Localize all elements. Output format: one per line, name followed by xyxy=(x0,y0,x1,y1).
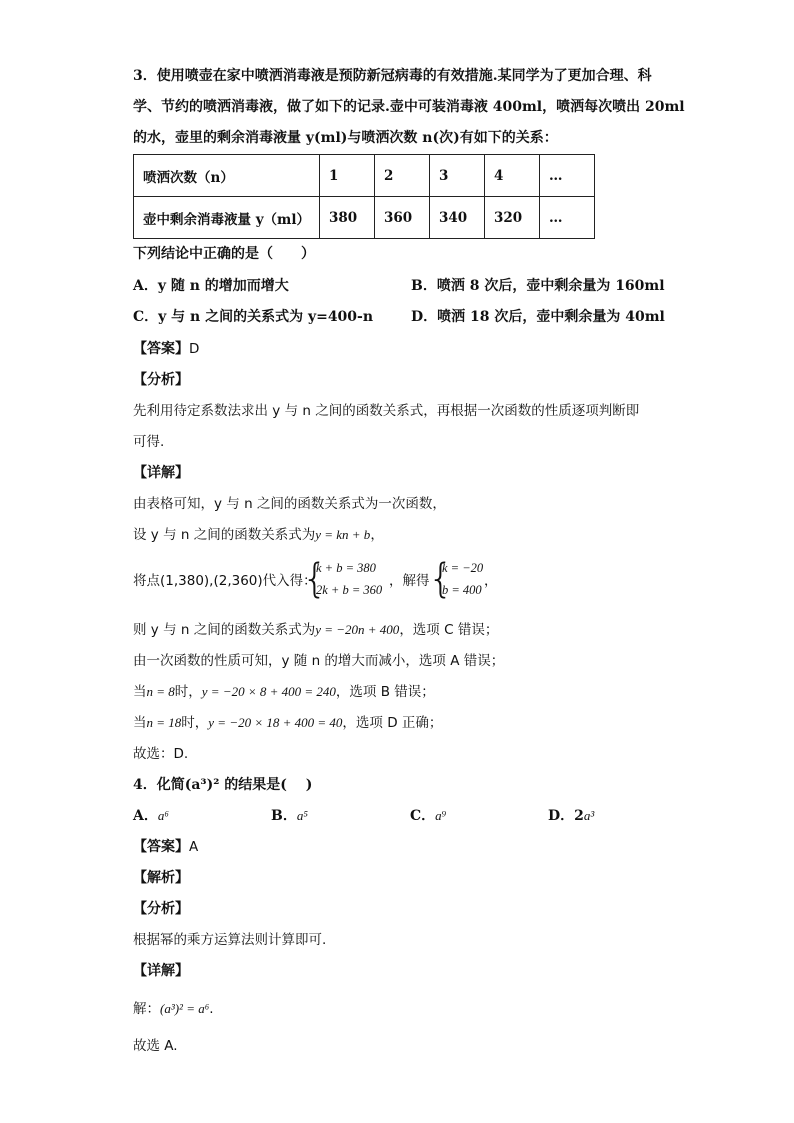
table-cell: 380 xyxy=(319,197,374,239)
table-cell: … xyxy=(539,155,594,197)
q3-stem-line-1: 3．使用喷壶在家中喷洒消毒液是预防新冠病毒的有效措施.某同学为了更加合理、科 xyxy=(133,68,652,84)
option-value: a⁹ xyxy=(435,808,447,823)
q3-detail-line-7 xyxy=(133,713,442,733)
detail-text: 当 xyxy=(133,684,147,700)
q4-option-b xyxy=(271,806,308,826)
formula: n = 18 xyxy=(146,715,182,730)
table-cell: 喷洒次数（n） xyxy=(134,155,320,197)
formula: (a³)² = a⁶ xyxy=(160,1001,210,1016)
q4-solution-line xyxy=(133,999,214,1019)
option-value: a³ xyxy=(583,808,595,823)
q4-jiexi-tag: 【解析】 xyxy=(133,870,189,886)
detail-text: 当 xyxy=(133,715,147,731)
answer-tag: 【答案】 xyxy=(133,839,189,855)
formula: y = −20n + 400 xyxy=(315,622,400,637)
q3-option-b: B．喷洒 8 次后，壶中剩余量为 160ml xyxy=(411,278,665,294)
q3-detail-line-6 xyxy=(133,682,435,702)
q4-answer-line xyxy=(133,837,198,857)
q4-option-c xyxy=(410,806,446,826)
q4-stem: 4．化简(a³)² 的结果是( ) xyxy=(133,777,313,793)
q3-detail-tag: 【详解】 xyxy=(133,465,189,481)
detail-text: ， xyxy=(484,573,498,589)
q3-detail-line-5: 由一次函数的性质可知，y 随 n 的增大而减小，选项 A 错误； xyxy=(133,653,505,669)
q3-detail-line-3-text: 将点(1,380),(2,360)代入得： xyxy=(133,573,317,589)
q3-option-a: A．y 随 n 的增加而增大 xyxy=(133,278,289,294)
detail-text: . xyxy=(209,1001,214,1017)
formula: y = kn + b xyxy=(315,527,371,542)
q4-detail-tag: 【详解】 xyxy=(133,963,189,979)
table-cell: … xyxy=(539,197,594,239)
option-value: a⁶ xyxy=(157,808,169,823)
option-label: C． xyxy=(410,808,436,824)
detail-text: 设 y 与 n 之间的函数关系式为 xyxy=(133,527,316,543)
table-row xyxy=(134,155,595,197)
q3-detail-line-8: 故选：D. xyxy=(133,746,189,762)
option-label: A． xyxy=(133,808,158,824)
q3-stem-line-2: 学、节约的喷洒消毒液，做了如下的记录.壶中可装消毒液 400ml，喷洒每次喷出 20ml xyxy=(133,99,685,115)
q3-analysis-tag: 【分析】 xyxy=(133,372,189,388)
table-cell: 3 xyxy=(429,155,484,197)
detail-text: ，解得 xyxy=(389,573,430,589)
detail-text: 则 y 与 n 之间的函数关系式为 xyxy=(133,622,316,638)
answer-value: D xyxy=(189,341,200,357)
q4-option-d xyxy=(548,806,594,826)
table-cell: 360 xyxy=(374,197,429,239)
system-eq-1: k + b = 380 xyxy=(316,561,376,575)
q3-detail-line-1: 由表格可知，y 与 n 之间的函数关系式为一次函数， xyxy=(133,496,446,512)
q3-option-d: D．喷洒 18 次后，壶中剩余量为 40ml xyxy=(411,309,665,325)
table-cell: 4 xyxy=(484,155,539,197)
q4-option-a xyxy=(133,806,169,826)
q3-question: 下列结论中正确的是（ ） xyxy=(133,246,315,262)
q3-detail-line-4 xyxy=(133,620,498,640)
solution-eq-2: b = 400 xyxy=(442,583,482,597)
q3-answer-line xyxy=(133,339,199,359)
formula: y = −20 × 18 + 400 = 40 xyxy=(208,715,343,730)
detail-text: ，选项 D 正确； xyxy=(342,715,443,731)
left-brace-icon: { xyxy=(428,556,454,602)
table-cell: 320 xyxy=(484,197,539,239)
q4-conclusion: 故选 A. xyxy=(133,1038,178,1054)
detail-text: ，选项 C 错误； xyxy=(399,622,499,638)
table-cell: 壶中剩余消毒液量 y（ml） xyxy=(134,197,320,239)
answer-tag: 【答案】 xyxy=(133,341,189,357)
left-brace-icon: { xyxy=(302,556,328,602)
q3-analysis-line-1: 先利用待定系数法求出 y 与 n 之间的函数关系式，再根据一次函数的性质逐项判断即 xyxy=(133,403,640,419)
q3-analysis-line-2: 可得. xyxy=(133,434,165,450)
detail-text: 时， xyxy=(174,684,202,700)
detail-text: 解： xyxy=(133,1001,160,1017)
system-eq-2: 2k + b = 360 xyxy=(316,583,383,597)
q3-option-c: C．y 与 n 之间的关系式为 y=400-n xyxy=(133,309,374,325)
detail-text: ， xyxy=(370,527,384,543)
q3-data-table xyxy=(133,154,595,239)
answer-value: A xyxy=(189,839,199,855)
solution-eq-1: k = −20 xyxy=(442,561,484,575)
table-cell: 340 xyxy=(429,197,484,239)
q4-analysis-text: 根据幂的乘方运算法则计算即可. xyxy=(133,932,327,948)
option-label: B． xyxy=(271,808,297,824)
table-row xyxy=(134,197,595,239)
formula: n = 8 xyxy=(146,684,175,699)
option-label: D．2 xyxy=(548,808,584,824)
q3-stem-line-3: 的水，壶里的剩余消毒液量 y(ml)与喷洒次数 n(次)有如下的关系： xyxy=(133,130,558,146)
table-cell: 1 xyxy=(319,155,374,197)
detail-text: ，选项 B 错误； xyxy=(335,684,435,700)
q4-analysis-tag: 【分析】 xyxy=(133,901,189,917)
q3-detail-line-2 xyxy=(133,525,384,545)
table-cell: 2 xyxy=(374,155,429,197)
detail-text: 时， xyxy=(181,715,209,731)
option-value: a⁵ xyxy=(296,808,308,823)
formula: y = −20 × 8 + 400 = 240 xyxy=(201,684,336,699)
